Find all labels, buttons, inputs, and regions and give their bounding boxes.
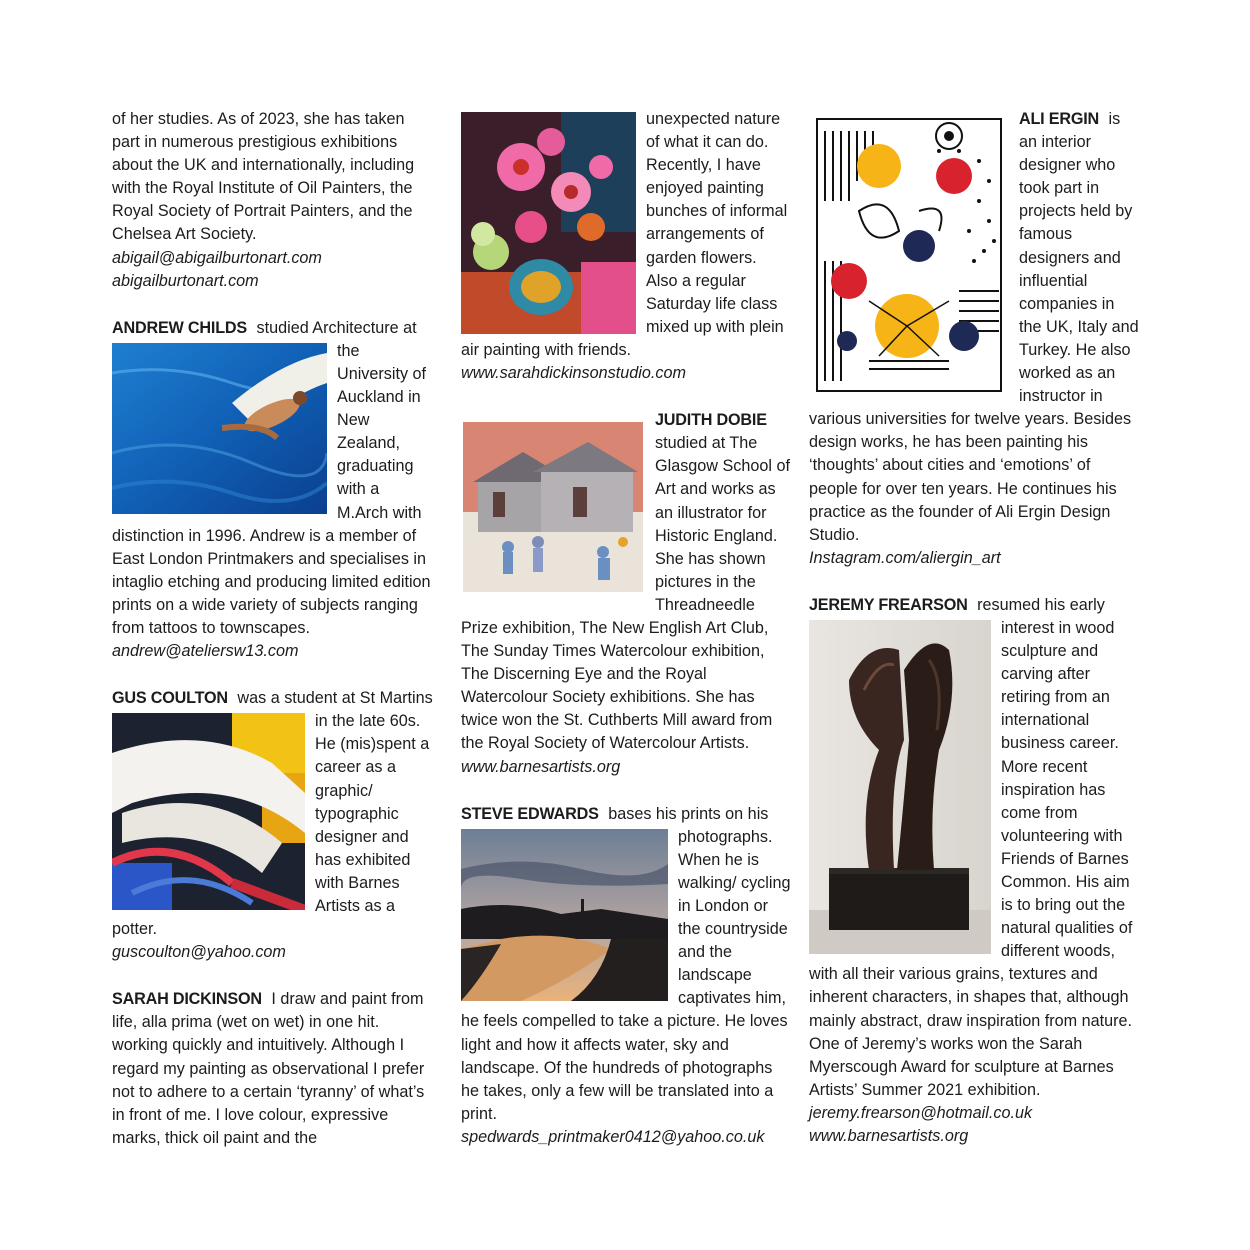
- bio-text: unexpected nature of what it can do. Recently, I have enjoyed painting bunches of informal arrangements of garden flowers. Also a regular Saturday life class mixed up with plein air painting with friends.: [461, 110, 788, 359]
- website-link[interactable]: www.barnesartists.org: [461, 757, 621, 776]
- bio-paragraph: [809, 108, 1139, 547]
- bio-paragraph: [809, 594, 1139, 1102]
- entry-andrew-childs: [112, 317, 434, 663]
- bio-text: is an interior designer who took part in projects held by famous designers and influential companies in the UK, Italy and Turkey. He also worked as an instructor in various universities for twelve years. Besides design works, he has been painting his ‘thoughts’ about cities and ‘emotions’ of people for over ten years. He continues his practice as the founder of Ali Ergin Design Studio.: [809, 110, 1139, 544]
- email-link[interactable]: guscoulton@yahoo.com: [112, 943, 286, 962]
- bio-paragraph: [461, 409, 791, 755]
- bio-text: resumed his early interest in wood sculpture and carving after retiring from an international business career. More recent inspiration has come from volunteering with Friends of Barnes Common. His aim is to bring out the natural qualities of different woods, with all their various grains, textures and inherent characters, in shapes that, although mainly abstract, draw inspiration from nature. One of Jeremy’s works won the Sarah Myerscough Award for sculpture at Barnes Artists’ Summer 2021 exhibition.: [809, 595, 1133, 1099]
- email-link[interactable]: abigail@abigailburtonart.com: [112, 248, 322, 267]
- artwork-wood-sculpture-image: [809, 620, 991, 954]
- entry-jeremy-frearson: [809, 594, 1139, 1148]
- website-link[interactable]: Instagram.com/aliergin_art: [809, 548, 1001, 567]
- bio-text: I draw and paint from life, alla prima (wet on wet) in one hit. working quickly and intuitively. Although I regard my painting as observational I prefer not to adhere to a certain ‘tyranny’ of what’s in front of me. I love colour, expressive marks, thick oil paint and the: [112, 990, 425, 1147]
- email-link[interactable]: spedwards_printmaker0412@yahoo.co.uk: [461, 1127, 765, 1146]
- column-2: [461, 108, 791, 1173]
- entry-ali-ergin: [809, 108, 1139, 570]
- bio-text: of her studies. As of 2023, she has taken part in numerous prestigious exhibitions about the UK and internationally, including with the Royal Institute of Oil Painters, the Royal Society of Portrait Painters, and the Chelsea Art Society.: [112, 110, 415, 244]
- artist-name: JUDITH DOBIE: [655, 411, 767, 430]
- bio-text: studied at The Glasgow School of Art and works as an illustrator for Historic England. She has shown pictures in the Threadneedle Prize exhibition, The New English Art Club, The Sunday Times Watercolour exhibition, The Discerning Eye and the Royal Watercolour Society exhibitions. She has twice won the St. Cuthberts Mill award from the Royal Society of Watercolour Artists.: [461, 434, 790, 753]
- column-3: [809, 108, 1139, 1172]
- artist-name: SARAH DICKINSON: [112, 990, 262, 1009]
- bio-text: bases his prints on his photographs. When he is walking/ cycling in London or the countryside and the landscape captivates him, he feels compelled to take a picture. He loves light and how it affects water, sky and landscape. Of the hundreds of photographs he takes, only a few will be translated into a print.: [461, 804, 791, 1123]
- artist-name: ALI ERGIN: [1019, 110, 1100, 128]
- artwork-landscape-image: [461, 829, 668, 1001]
- artist-name: ANDREW CHILDS: [112, 318, 247, 337]
- artwork-flowers-image: [461, 112, 636, 334]
- bio-text: was a student at St Martins in the late 60s. He (mis)spent a career as a graphic/ typographic designer and has exhibited with Barnes Artists as a potter.: [112, 689, 433, 939]
- entry-gus-coulton: [112, 687, 434, 964]
- column-1: [112, 108, 434, 1174]
- entry-steve-edwards: [461, 803, 791, 1149]
- bio-paragraph: [112, 317, 434, 640]
- website-link[interactable]: www.barnesartists.org: [809, 1127, 969, 1146]
- artist-name: GUS COULTON: [112, 689, 228, 708]
- artwork-houses-image: [453, 412, 645, 602]
- artwork-line-drawing-image: [809, 111, 1009, 399]
- entry-judith-dobie: [461, 409, 791, 779]
- entry-sarah-dickinson: [112, 988, 434, 1150]
- entry-sarah-dickinson-continued: [461, 108, 791, 385]
- website-link[interactable]: abigailburtonart.com: [112, 271, 259, 290]
- artist-name: JEREMY FREARSON: [809, 595, 968, 614]
- bio-paragraph: [461, 803, 791, 1126]
- entry-abigail-burton: [112, 108, 434, 293]
- email-link[interactable]: andrew@ateliersw13.com: [112, 642, 299, 661]
- artwork-swimmer-image: [112, 343, 327, 514]
- bio-paragraph: [112, 988, 434, 1150]
- bio-paragraph: [461, 108, 791, 362]
- email-link[interactable]: jeremy.frearson@hotmail.co.uk: [809, 1103, 1033, 1122]
- website-link[interactable]: www.sarahdickinsonstudio.com: [461, 364, 686, 383]
- artist-name: STEVE EDWARDS: [461, 804, 599, 823]
- bio-text: studied Architecture at the University of Auckland in New Zealand, graduating with a M.Arch with distinction in 1996. Andrew is a member of East London Printmakers and specialises in intaglio etching and producing limited edition prints on a wide variety of subjects ranging from tattoos to townscapes.: [112, 318, 431, 637]
- artwork-abstract-image: [112, 713, 305, 910]
- bio-paragraph: [112, 687, 434, 941]
